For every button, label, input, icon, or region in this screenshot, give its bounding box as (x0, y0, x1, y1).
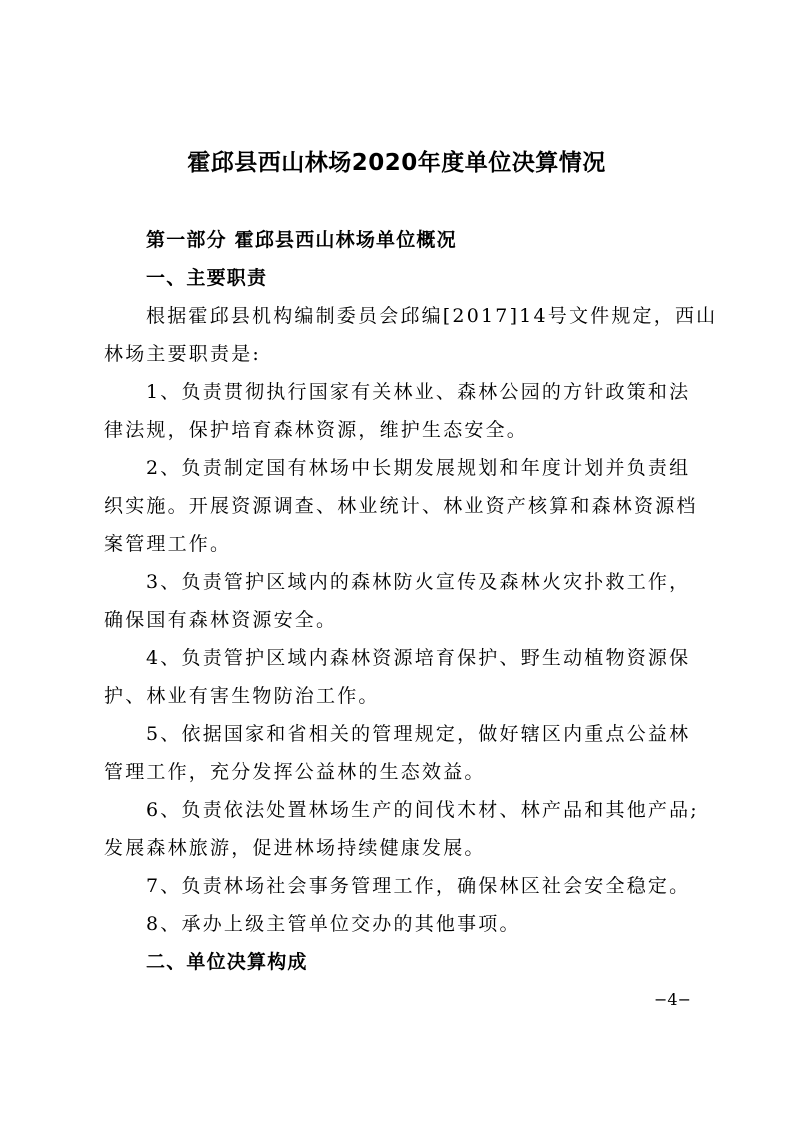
section-heading-composition: 二、单位决算构成 (146, 951, 308, 973)
duty-item-6: 6、负责依法处置林场生产的间伐木材、林产品和其他产品; (146, 799, 699, 821)
part-heading: 第一部分 霍邱县西山林场单位概况 (146, 229, 457, 251)
duty-item-3: 3、负责管护区域内的森林防火宣传及森林火灾扑救工作， (146, 571, 691, 593)
duty-item-7: 7、负责林场社会事务管理工作，确保林区社会安全稳定。 (146, 875, 691, 897)
section-heading-duties: 一、主要职责 (146, 267, 268, 289)
duty-item-4: 4、负责管护区域内森林资源培育保护、野生动植物资源保 (146, 647, 691, 669)
duty-item-1: 1、负责贯彻执行国家有关林业、森林公园的方针政策和法 (146, 381, 691, 403)
duty-item-2-cont: 织实施。开展资源调查、林业统计、林业资产核算和森林资源档 (104, 495, 698, 517)
document-body (104, 221, 718, 981)
duty-item-2: 2、负责制定国有林场中长期发展规划和年度计划并负责组 (146, 457, 691, 479)
duty-item-1-cont: 律法规，保护培育森林资源，维护生态安全。 (104, 419, 529, 441)
duty-item-6-cont: 发展森林旅游，促进林场持续健康发展。 (104, 837, 486, 859)
intro-paragraph-line: 根据霍邱县机构编制委员会邱编[2017]14号文件规定，西山 (146, 305, 718, 327)
duty-item-4-cont: 护、林业有害生物防治工作。 (104, 685, 380, 707)
duty-item-5: 5、依据国家和省相关的管理规定，做好辖区内重点公益林 (146, 723, 691, 745)
intro-paragraph-line: 林场主要职责是: (104, 343, 262, 365)
duty-item-3-cont: 确保国有森林资源安全。 (104, 609, 338, 631)
document-title: 霍邱县西山林场2020年度单位决算情况 (187, 150, 606, 176)
duty-item-8: 8、承办上级主管单位交办的其他事项。 (146, 913, 521, 935)
page-number: −4− (654, 990, 691, 1009)
duty-item-2-cont: 案管理工作。 (104, 533, 232, 555)
duty-item-5-cont: 管理工作，充分发挥公益林的生态效益。 (104, 761, 486, 783)
